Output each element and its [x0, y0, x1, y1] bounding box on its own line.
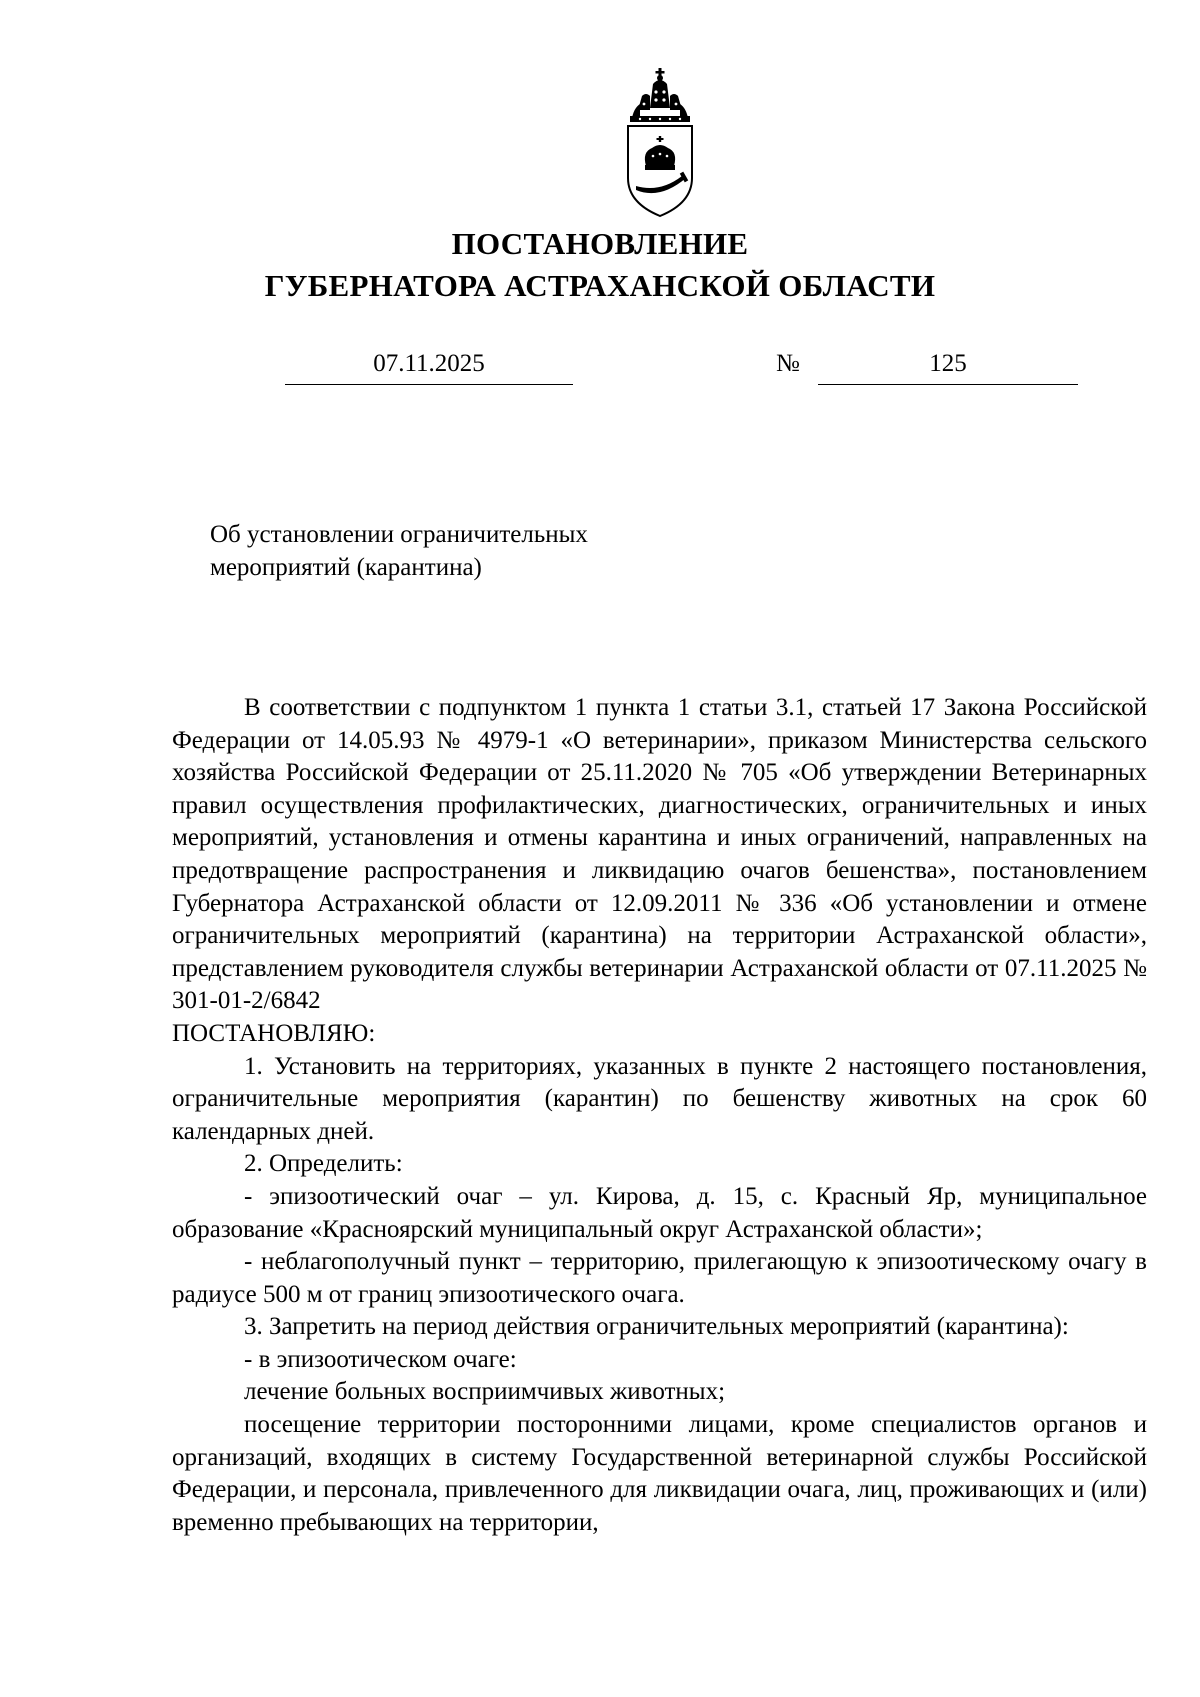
- clause-3-subitem: лечение больных восприимчивых животных;: [244, 1378, 726, 1406]
- clause-2: 2. Определить:: [244, 1150, 403, 1178]
- number-sign: №: [776, 350, 800, 377]
- document-issuer: ГУБЕРНАТОРА АСТРАХАНСКОЙ ОБЛАСТИ: [264, 268, 936, 303]
- document-date: 07.11.2025: [285, 348, 573, 385]
- document-body: [172, 692, 1147, 1539]
- clause-3-subitem: посещение территории посторонними лицами, кроме специалистов органов и организаций, входящих в систему Государственной ветеринарной службы Российской Федерации, и персонала, привлеченного для ликвидации очага, лиц, проживающих и (или) временно пребывающих на территории,: [172, 1411, 1147, 1536]
- clause-3-subitem: - в эпизоотическом очаге:: [244, 1345, 517, 1373]
- clause-2-subitem: - неблагополучный пункт – территорию, прилегающую к эпизоотическому очагу в радиусе 500 м от границ эпизоотического очага.: [172, 1248, 1147, 1308]
- document-subject: [210, 518, 730, 584]
- preamble-paragraph: В соответствии с подпунктом 1 пункта 1 статьи 3.1, статьей 17 Закона Российской Федерации от 14.05.93 № 4979-1 «О ветеринарии», приказом Министерства сельского хозяйства Российской Федерации от 25.11.2020 № 705 «Об утверждении Ветеринарных правил осуществления профилактических, диагностических, ограничительных и иных мероприятий, установления и отмены карантина и иных ограничений, направленных на предотвращение распространения и ликвидацию очагов бешенства», постановлением Губернатора Астраханской области от 12.09.2011 № 336 «Об установлении и отмене ограничительных мероприятий (карантина) на территории Астраханской области», представлением руководителя службы ветеринарии Астраханской области от 07.11.2025 № 301-01-2/6842: [172, 694, 1147, 1015]
- document-number: 125: [818, 348, 1078, 385]
- clause-2-subitem: - эпизоотический очаг – ул. Кирова, д. 15, с. Красный Яр, муниципальное образование «Красноярский муниципальный округ Астраханской области»;: [172, 1182, 1147, 1243]
- decree-word: ПОСТАНОВЛЯЮ:: [172, 1019, 376, 1047]
- document-title: ПОСТАНОВЛЕНИЕ: [451, 226, 749, 261]
- subject-line: мероприятий (карантина): [210, 554, 482, 581]
- clause-1: 1. Установить на территориях, указанных в пункте 2 настоящего постановления, ограничительные мероприятия (карантин) по бешенству животных на срок 60 календарных дней.: [172, 1052, 1147, 1145]
- subject-line: Об установлении ограничительных: [210, 521, 588, 548]
- coat-of-arms-icon: [620, 68, 700, 218]
- clause-3: 3. Запретить на период действия ограничительных мероприятий (карантина):: [244, 1313, 1069, 1341]
